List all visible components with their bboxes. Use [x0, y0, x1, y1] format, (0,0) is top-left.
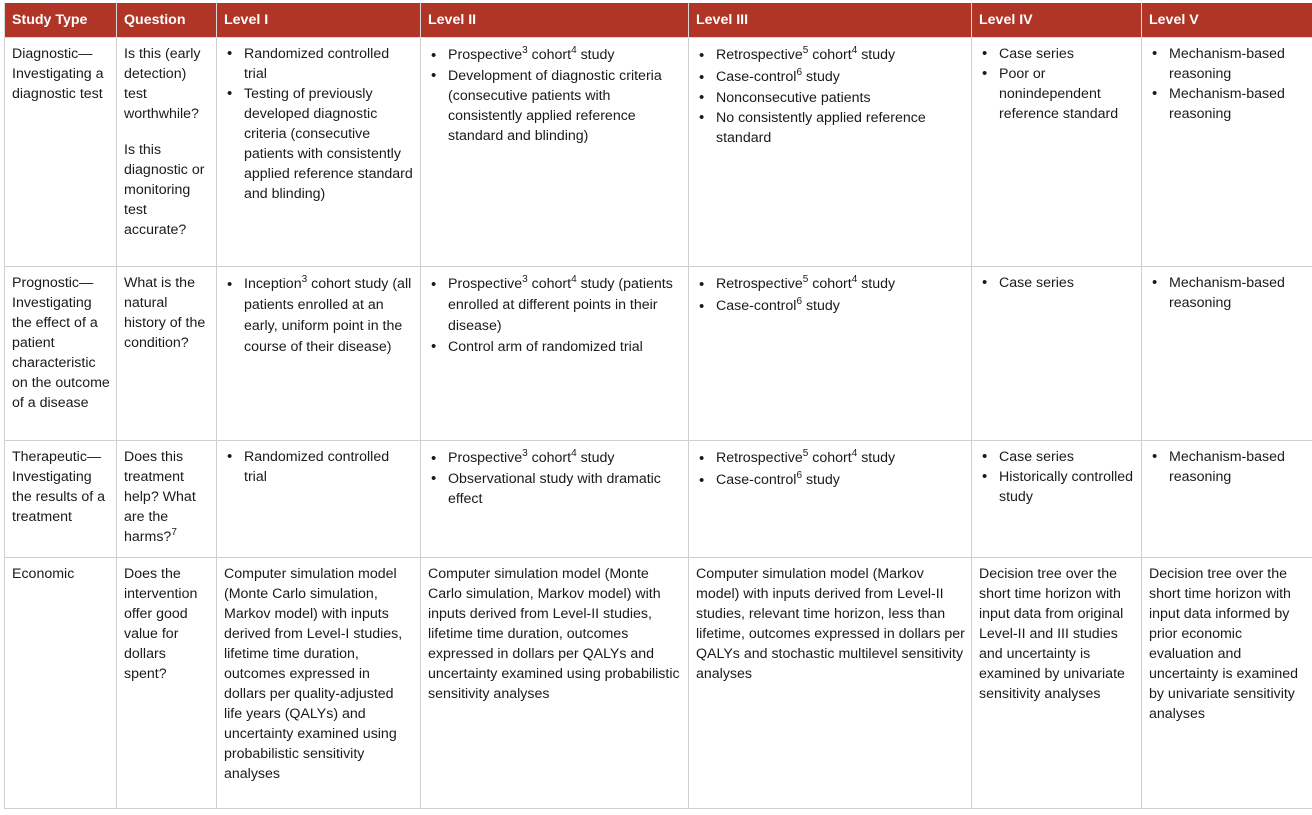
cell-level-3	[689, 267, 972, 441]
cell-level-4	[972, 441, 1142, 558]
list-item: • Observational study with dramatic effect	[448, 469, 682, 509]
cell-study-type: Economic	[5, 558, 117, 809]
cell-level-1	[217, 441, 421, 558]
list-item: • Poor or nonindependent reference standard	[999, 64, 1135, 124]
bullet-list	[696, 448, 965, 491]
list-item: • Testing of previously developed diagnostic criteria (consecutive patients with consistently applied reference standard and blinding)	[244, 84, 414, 204]
cell-level-3	[689, 38, 972, 267]
list-item: • Randomized controlled trial	[244, 447, 414, 487]
footnote-ref: 4	[852, 45, 858, 56]
cell-question	[117, 38, 217, 267]
footnote-ref: 6	[796, 67, 802, 78]
bullet-list	[224, 274, 414, 358]
cell-level-4: Decision tree over the short time horizon with input data from original Level-II and III studies and uncertainty is examined by univariate sensitivity analyses	[972, 558, 1142, 809]
cell-level-3: Computer simulation model (Markov model) with inputs derived from Level-II studies, relevant time horizon, less than lifetime, outcomes expressed in dollars per QALYs and stochastic multilevel sensitivity analyses	[689, 558, 972, 809]
cell-level-5	[1142, 38, 1312, 267]
cell-level-1	[217, 267, 421, 441]
footnote-ref: 3	[522, 45, 528, 56]
list-item: • Prospective$^3$ cohort$^4$ study (patients enrolled at different points in their disease)	[448, 274, 682, 337]
bullet-list	[696, 274, 965, 317]
cell-question: Does the intervention offer good value for dollars spent?	[117, 558, 217, 809]
cell-level-2	[421, 267, 689, 441]
levels-of-evidence-table	[4, 3, 1312, 809]
cell-level-2: Computer simulation model (Monte Carlo simulation, Markov model) with inputs derived from Level-II studies, lifetime time duration, outcomes expressed in dollars per QALYs and uncertainty examined using probabilistic sensitivity analyses	[421, 558, 689, 809]
cell-level-2	[421, 441, 689, 558]
list-item: • Development of diagnostic criteria (consecutive patients with consistently applied reference standard and blinding)	[448, 66, 682, 146]
header-question: Question	[117, 3, 217, 38]
list-item: • Retrospective$^5$ cohort$^4$ study	[716, 448, 965, 469]
header-row	[5, 3, 1312, 38]
cell-level-1	[217, 38, 421, 267]
footnote-ref: 6	[796, 470, 802, 481]
header-level-1: Level I	[217, 3, 421, 38]
header-level-2: Level II	[421, 3, 689, 38]
cell-study-type: Diagnostic— Investigating a diagnostic test	[5, 38, 117, 267]
footnote-ref: 5	[803, 45, 809, 56]
bullet-list	[979, 273, 1135, 293]
cell-level-1: Computer simulation model (Monte Carlo simulation, Markov model) with inputs derived from Level-I studies, lifetime time duration, outcomes expressed in dollars per quality-adjusted life years (QALYs) and uncertainty examined using probabilistic sensitivity analyses	[217, 558, 421, 809]
footnote-ref: 4	[852, 274, 858, 285]
cell-level-3	[689, 441, 972, 558]
list-item: • Inception$^3$ cohort study (all patients enrolled at an early, uniform point in the course of their disease)	[244, 274, 414, 358]
cell-level-5: Decision tree over the short time horizon with input data informed by prior economic evaluation and uncertainty is examined by univariate sensitivity analyses	[1142, 558, 1312, 809]
cell-question: Does this treatment help? What are the harms?$^7$	[117, 441, 217, 558]
header-level-3: Level III	[689, 3, 972, 38]
footnote-ref: 5	[803, 448, 809, 459]
footnote-ref: 4	[571, 274, 577, 285]
bullet-list	[979, 44, 1135, 124]
list-item: • Mechanism-based reasoning	[1169, 44, 1307, 84]
list-item: • Retrospective$^5$ cohort$^4$ study	[716, 274, 965, 295]
footnote-ref: 3	[302, 274, 308, 285]
list-item: • Mechanism-based reasoning	[1169, 84, 1307, 124]
list-item: • Case-control$^6$ study	[716, 296, 965, 317]
row-prognostic	[5, 267, 1312, 441]
header-level-4: Level IV	[972, 3, 1142, 38]
cell-level-5	[1142, 267, 1312, 441]
list-item: • Mechanism-based reasoning	[1169, 273, 1307, 313]
row-therapeutic	[5, 441, 1312, 558]
cell-level-2	[421, 38, 689, 267]
list-item: • Retrospective$^5$ cohort$^4$ study	[716, 45, 965, 66]
question-text: Is this diagnostic or monitoring test accurate?	[124, 140, 210, 240]
footnote-ref: 3	[522, 274, 528, 285]
footnote-ref: 7	[171, 527, 177, 538]
row-diagnostic	[5, 38, 1312, 267]
cell-level-4	[972, 267, 1142, 441]
header-level-5: Level V	[1142, 3, 1312, 38]
bullet-list	[428, 448, 682, 509]
list-item: • Case series	[999, 273, 1135, 293]
cell-level-4	[972, 38, 1142, 267]
list-item: • Mechanism-based reasoning	[1169, 447, 1307, 487]
bullet-list	[428, 274, 682, 357]
footnote-ref: 4	[571, 448, 577, 459]
list-item: • Control arm of randomized trial	[448, 337, 682, 357]
list-item: • Case series	[999, 447, 1135, 467]
bullet-list	[1149, 273, 1307, 313]
footnote-ref: 4	[571, 45, 577, 56]
list-item: • Prospective$^3$ cohort$^4$ study	[448, 45, 682, 66]
cell-level-5	[1142, 441, 1312, 558]
list-item: • Case-control$^6$ study	[716, 470, 965, 491]
bullet-list	[224, 44, 414, 204]
list-item: • Case-control$^6$ study	[716, 67, 965, 88]
row-economic	[5, 558, 1312, 809]
footnote-ref: 6	[796, 296, 802, 307]
list-item: • No consistently applied reference standard	[716, 108, 965, 148]
bullet-list	[696, 45, 965, 148]
question-text: Is this (early detection) test worthwhile?	[124, 44, 210, 124]
cell-study-type: Therapeutic— Investigating the results of a treatment	[5, 441, 117, 558]
list-item: • Randomized controlled trial	[244, 44, 414, 84]
footnote-ref: 4	[852, 448, 858, 459]
bullet-list	[979, 447, 1135, 507]
header-study-type: Study Type	[5, 3, 117, 38]
list-item: • Prospective$^3$ cohort$^4$ study	[448, 448, 682, 469]
list-item: • Case series	[999, 44, 1135, 64]
cell-question: What is the natural history of the condition?	[117, 267, 217, 441]
bullet-list	[1149, 44, 1307, 124]
bullet-list	[428, 45, 682, 146]
footnote-ref: 5	[803, 274, 809, 285]
cell-study-type: Prognostic— Investigating the effect of a patient characteristic on the outcome of a disease	[5, 267, 117, 441]
list-item: • Historically controlled study	[999, 467, 1135, 507]
footnote-ref: 3	[522, 448, 528, 459]
list-item: • Nonconsecutive patients	[716, 88, 965, 108]
bullet-list	[224, 447, 414, 487]
bullet-list	[1149, 447, 1307, 487]
